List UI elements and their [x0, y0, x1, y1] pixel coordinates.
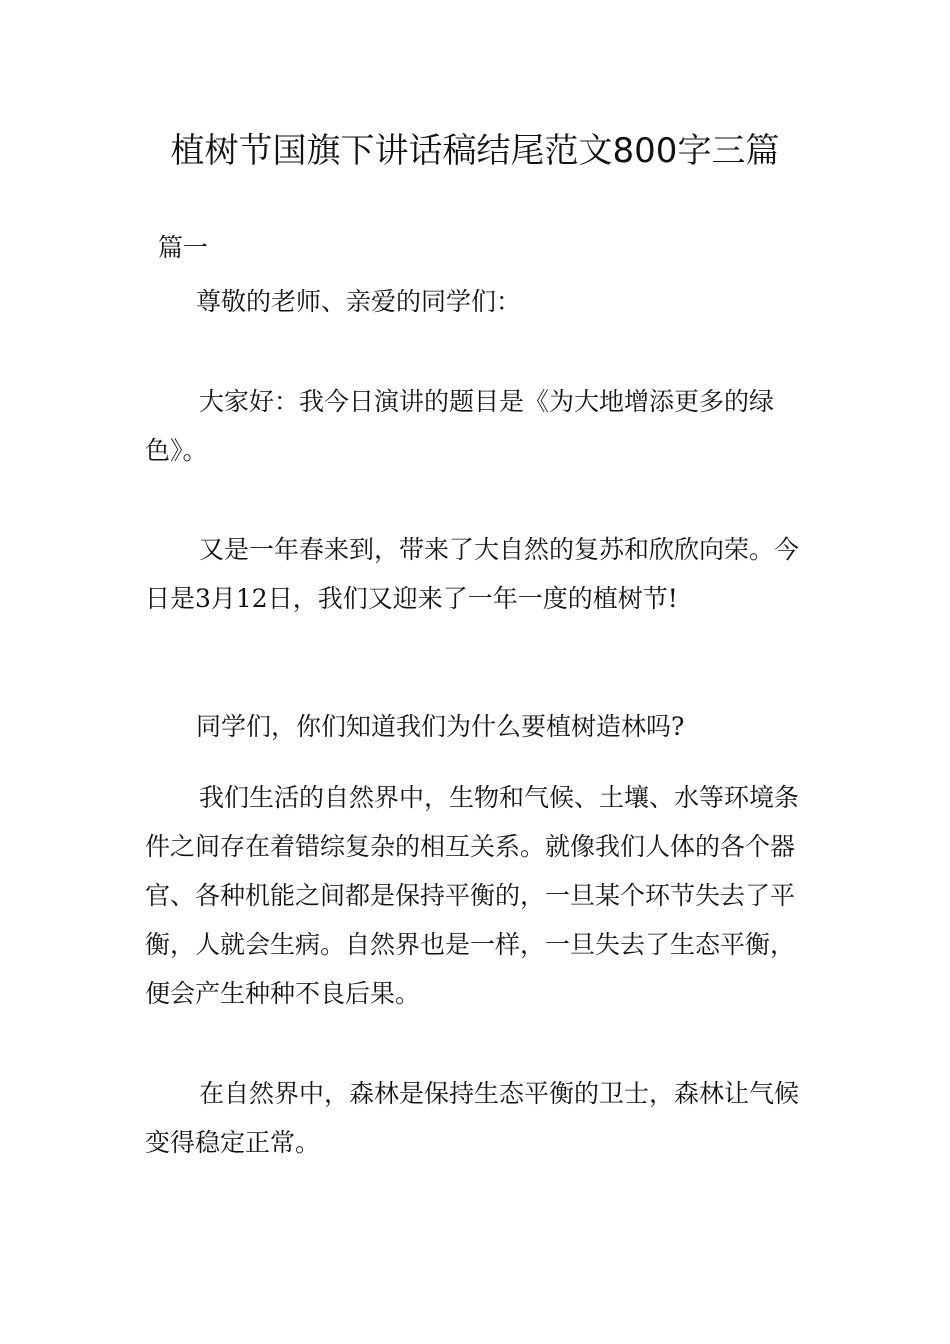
- section-heading: 篇一: [158, 233, 209, 262]
- paragraph-forest: 在自然界中，森林是保持生态平衡的卫士，森林让气候变得稳定正常。: [145, 1079, 800, 1157]
- paragraph-spring: 又是一年春来到，带来了大自然的复苏和欣欣向荣。今日是3月12日，我们又迎来了一年一度的植树节!: [145, 535, 800, 613]
- salutation: 尊敬的老师、亲爱的同学们：: [196, 287, 522, 316]
- paragraph-question: 同学们，你们知道我们为什么要植树造林吗?: [196, 712, 685, 741]
- paragraph-greeting: 大家好：我今日演讲的题目是《为大地增添更多的绿色》。: [145, 387, 775, 465]
- page-title: 植树节国旗下讲话稿结尾范文800字三篇: [170, 131, 780, 171]
- paragraph-ecology: 我们生活的自然界中，生物和气候、土壤、水等环境条件之间存在着错综复杂的相互关系。就像我们人体的各个器官、各种机能之间都是保持平衡的，一旦某个环节失去了平衡，人就会生病。自然界也是一样，一旦失去了生态平衡，便会产生种种不良后果。: [145, 783, 800, 1008]
